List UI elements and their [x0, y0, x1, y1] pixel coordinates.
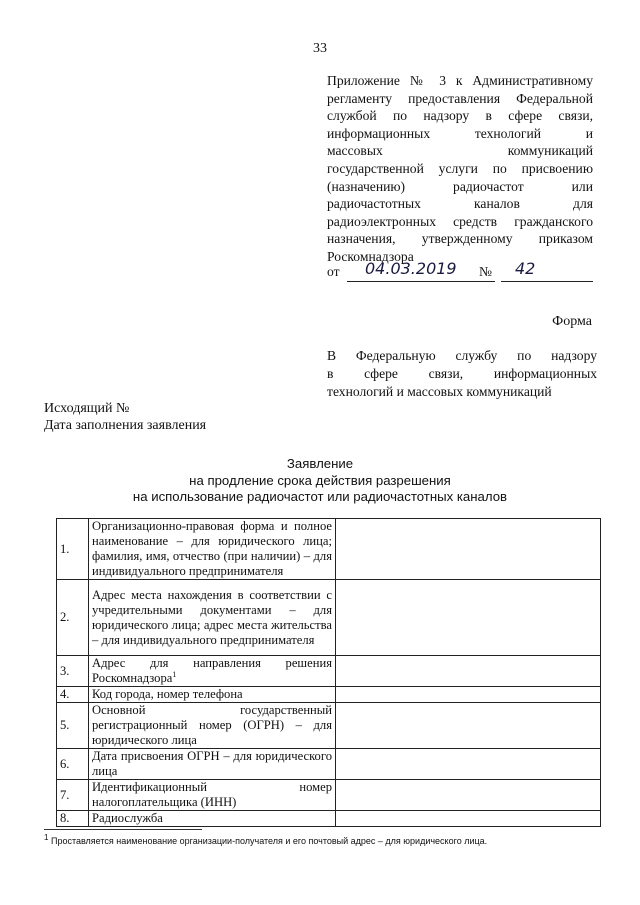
appendix-line: службой по надзору в сфере связи,	[327, 108, 593, 124]
row-number: 4.	[57, 687, 89, 703]
row-label-text: Адрес для направления решения Роскомнадзора	[92, 656, 332, 685]
row-number: 6.	[57, 749, 89, 780]
page-number: 33	[313, 41, 327, 56]
appendix-line: Роскомнадзора	[327, 248, 414, 264]
row-value-field[interactable]	[336, 580, 601, 656]
number-prefix: №	[479, 264, 492, 279]
date-prefix: от	[327, 264, 340, 279]
row-label: Радиослужба	[89, 811, 336, 827]
row-number: 5.	[57, 703, 89, 749]
row-value-field[interactable]	[336, 687, 601, 703]
table-row	[57, 780, 601, 811]
table-row	[57, 749, 601, 780]
appendix-line: массовых коммуникаций	[327, 143, 593, 159]
appendix-line: радиочастотных каналов для	[327, 196, 593, 212]
fill-date-label: Дата заполнения заявления	[44, 418, 207, 433]
application-title: Заявление	[286, 456, 354, 471]
row-value-field[interactable]	[336, 811, 601, 827]
table-row	[57, 811, 601, 827]
row-value-field[interactable]	[336, 703, 601, 749]
outgoing-block	[44, 400, 206, 434]
row-label: Код города, номер телефона	[89, 687, 336, 703]
row-label: Адрес места нахождения в соответствии с учредительными документами – для юридического лица; адрес места жительства – для индивидуального предпринимателя	[89, 580, 336, 656]
order-date-number-line	[327, 259, 593, 284]
table-row	[57, 580, 601, 656]
footnote-text: Проставляется наименование организации-получателя и его почтовый адрес – для юридического лица.	[50, 836, 488, 846]
outgoing-number-label: Исходящий №	[44, 401, 130, 416]
row-number: 7.	[57, 780, 89, 811]
footnote	[44, 833, 488, 846]
row-label: Основной государственный регистрационный номер (ОГРН) – для юридического лица	[89, 703, 336, 749]
row-value-field[interactable]	[336, 749, 601, 780]
table-row	[57, 519, 601, 580]
table-row	[57, 687, 601, 703]
row-number: 1.	[57, 519, 89, 580]
row-value-field[interactable]	[336, 780, 601, 811]
appendix-header	[327, 72, 593, 266]
row-label: Идентификационный номер налогоплательщика (ИНН)	[89, 780, 336, 811]
appendix-line: регламенту предоставления Федеральной	[327, 90, 593, 106]
row-value-field[interactable]	[336, 656, 601, 687]
footnote-marker: 1	[172, 669, 177, 679]
row-label: Дата присвоения ОГРН – для юридического лица	[89, 749, 336, 780]
addressee-line: в сфере связи, информационных	[327, 366, 597, 381]
application-subtitle-line: на использование радиочастот или радиочастотных каналов	[132, 489, 508, 504]
table-row	[57, 656, 601, 687]
row-number: 2.	[57, 580, 89, 656]
row-label: Организационно-правовая форма и полное наименование – для юридического лица; фамилия, имя, отчество (при наличии) – для индивидуального предпринимателя	[89, 519, 336, 580]
order-number-handwritten: 42	[515, 259, 536, 278]
appendix-line: (назначению) радиочастот или	[327, 178, 593, 194]
appendix-line: Приложение № 3 к Административному	[327, 73, 593, 88]
application-heading	[0, 456, 640, 506]
addressee-line: технологий и массовых коммуникаций	[327, 384, 552, 399]
table-row	[57, 703, 601, 749]
row-label	[89, 656, 336, 687]
order-date-handwritten: 04.03.2019	[365, 259, 457, 278]
row-number: 3.	[57, 656, 89, 687]
appendix-line: информационных технологий и	[327, 125, 593, 141]
footnote-number: 1	[44, 833, 49, 842]
appendix-line: государственной услуги по присвоению	[327, 160, 593, 176]
appendix-line: радиоэлектронных средств гражданского	[327, 213, 593, 229]
addressee-line: В Федеральную службу по надзору	[327, 348, 597, 363]
addressee-block	[327, 347, 597, 401]
application-subtitle-line: на продление срока действия разрешения	[189, 472, 451, 488]
appendix-line: назначения, утвержденному приказом	[327, 231, 593, 247]
row-value-field[interactable]	[336, 519, 601, 580]
footnote-divider	[44, 829, 202, 830]
form-label: Форма	[552, 314, 592, 329]
application-table	[56, 518, 601, 827]
row-number: 8.	[57, 811, 89, 827]
